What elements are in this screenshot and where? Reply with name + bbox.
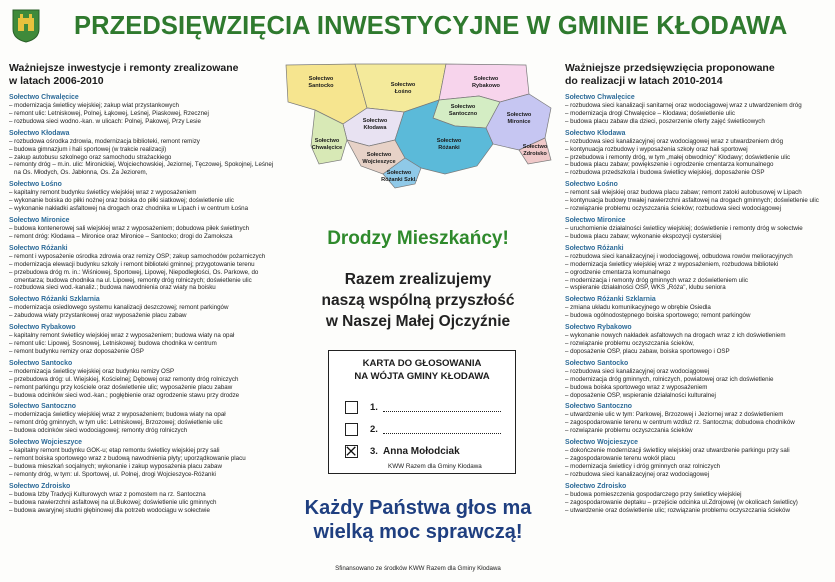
map-label-line: Sołectwo [473, 76, 499, 82]
left-heading [9, 62, 277, 88]
list-item: – przebudowa i remonty dróg, w tym „małej obwodnicy" Kłodawy; doświetlenie ulic [565, 154, 827, 162]
map-label-line: Sołectwo [390, 82, 416, 88]
list-item: – budowa odcinków sieci wodociągowej; remonty dróg rolniczych [9, 427, 277, 435]
list-item: – modernizacja elewacji budynku szkoły i remont biblioteki gminnej; przygotowanie terenu [9, 261, 277, 269]
village-section [565, 359, 827, 400]
village-name: Sołectwo Santocko [9, 359, 73, 367]
map-label-line: Różanki [438, 144, 460, 151]
list-item: – remont dróg gminnych, w tym ulic: Letniskowej, Brzozowej; doświetlenie ulic [9, 419, 277, 427]
village-section [9, 323, 277, 356]
option-number: 2. [370, 424, 378, 435]
center-column [283, 62, 561, 582]
financing-note: Sfinansowano ze środków KWW Razem dla Gminy Kłodawa [335, 565, 501, 572]
right-sections [565, 93, 827, 515]
list-item: – budowa gimnazjum i hali sportowej (w trakcie realizacji) [9, 146, 277, 154]
map-label-line: Sołectwo [506, 112, 532, 118]
list-item: – budowa kontenerowej sali wiejskiej wraz z wyposażeniem; dobudowa piłek świetlnych [9, 225, 277, 233]
list-item: – modernizacja świetlicy wiejskiej wraz z wyposażeniem, rozbudowa biblioteki [565, 261, 827, 269]
list-item: – remont ulic: Letniskowej, Polnej, Łąkowej, Leśnej, Piaskowej, Rzecznej [9, 110, 277, 118]
list-item: – ogrodzenie cmentarza komunalnego [565, 269, 827, 277]
map-label-line: Różanki Szkl. [381, 176, 417, 183]
list-item: – budowa pomieszczenia gospodarczego przy świetlicy wiejskiej [565, 491, 827, 499]
header [0, 4, 835, 48]
map-label [359, 152, 399, 165]
left-heading-line1: Ważniejsze inwestycje i remonty zrealizowane [9, 62, 239, 74]
list-item: – zmiana układu komunikacyjnego w obrębie Osiedla [565, 304, 827, 312]
ballot-title-line2: NA WÓJTA GMINY KŁODAWA [354, 371, 490, 382]
checkbox-checked[interactable] [345, 445, 358, 458]
village-name: Sołectwo Łośno [565, 181, 618, 189]
list-item: – kontynuacja rozbudowy i wyposażenia szkoły oraz hali sportowej [565, 146, 827, 154]
village-section [9, 482, 277, 515]
list-item: – zagospodarowanie terenu wokół placu [565, 455, 827, 463]
village-name: Sołectwo Chwalęcice [9, 94, 79, 101]
list-item: – rozbudowa sieci kanalizacji sanitarnej oraz wodociągowej wraz z utwardzeniem dróg [565, 102, 827, 110]
right-heading-line1: Ważniejsze przedsięwzięcia proponowane [565, 62, 775, 74]
map-label-line: Łośno [394, 88, 412, 95]
village-section [565, 438, 827, 479]
village-section [565, 323, 827, 356]
closing-line1: Każdy Państwa głos ma [304, 497, 532, 519]
village-section [565, 129, 827, 178]
map-label [355, 118, 395, 131]
list-item: – budowa nawierzchni asfaltowej na ul.Bukowej; doświetlenie ulic gminnych [9, 499, 277, 507]
right-heading [565, 62, 827, 88]
left-heading-line2: w latach 2006-2010 [9, 75, 104, 87]
list-item: – kapitalny remont świetlicy wiejskiej wraz z wyposażeniem; budowa wiaty na opał [9, 332, 277, 340]
slogan-line3: w Naszej Małej Ojczyźnie [325, 313, 511, 330]
list-item: – budowa placu zabaw; powiększenie i ogrodzenie cmentarza komunalnego [565, 161, 827, 169]
x-mark-icon [346, 446, 357, 457]
list-item: – zabudowa wiaty przystankowej oraz wyposażenie placu zabaw [9, 312, 277, 320]
village-section [9, 180, 277, 213]
map-label-line: Sołectwo [450, 104, 476, 110]
list-item: – modernizacja świetlicy i dróg gminnych oraz rolniczych [565, 463, 827, 471]
coat-of-arms-icon [12, 9, 40, 43]
map-label-line: Sołectwo [366, 152, 392, 158]
list-item: – budowa ogólnodostępnego boiska sportowego; remont parkingów [565, 312, 827, 320]
list-item: – utwardzenie oraz doświetlenie ulic; rozwiązanie problemu oczyszczania ścieków [565, 507, 827, 515]
list-item: – zagospodarowanie deptaku – przejście odcinka ul.Zdrojowej (w okolicach świetlicy) [565, 499, 827, 507]
list-item: – modernizacja świetlicy wiejskiej; zakup wiat przystankowych [9, 102, 277, 110]
option-number: 1. [370, 402, 378, 413]
list-item: – remont boiska sportowego wraz z budową nawodnienia płyty; uporządkowanie placu [9, 455, 277, 463]
map-label-line: Sołectwo [386, 170, 412, 176]
right-heading-line2: do realizacji w latach 2010-2014 [565, 75, 723, 87]
list-item: – kapitalny remont budynku świetlicy wiejskiej wraz z wyposażeniem [9, 189, 277, 197]
village-section [565, 93, 827, 126]
ballot-card [328, 350, 516, 474]
slogan-line1: Razem zrealizujemy [344, 271, 492, 288]
list-item: – rozbudowa sieci kanalizacyjnej oraz wodociągowej [565, 471, 827, 479]
map-label-line: Sołectwo [436, 138, 462, 144]
list-item: – modernizacja dróg gminnych, rolniczych, powiatowej oraz ich doświetlenie [565, 376, 827, 384]
ballot-title-line1: KARTA DO GŁOSOWANIA [362, 358, 482, 369]
list-item: – rozwiązanie problemu oczyszczania ścieków, [565, 340, 827, 348]
map-label [379, 170, 419, 183]
list-item: – remont parkingu przy kościele oraz doświetlenie ulic; wyposażenie placu zabaw [9, 384, 277, 392]
closing-line2: wielką moc sprawczą! [313, 521, 523, 543]
map-label-line: Sołectwo [308, 76, 334, 82]
list-item: – remonty dróg, w tym: ul. Sportowej, ul. Polnej, drogi Wojcieszyce-Różanki [9, 471, 277, 479]
list-item: – zakup autobusu szkolnego oraz samochodu strażackiego [9, 154, 277, 162]
village-name: Sołectwo Mironice [565, 216, 626, 224]
list-item: – przebudowa dróg m. in.: Wiśniowej, Sportowej, Lipowej, Niepodległości, Os. Parkowe, do cmentarza; budowa chodnika na ul. Lipowej, remonty dróg rolniczych; doświetlenie ulic [9, 269, 277, 285]
village-section [565, 244, 827, 293]
list-item: – budowa Izby Tradycji Kulturowych wraz z pomostem na rz. Santoczna [9, 491, 277, 499]
village-section [565, 216, 827, 241]
list-item: – budowa odcinków sieci wod.-kan.; pogłębienie oraz ogrodzenie stawu przy drodze [9, 392, 277, 400]
map-label [443, 104, 483, 117]
map-label-line: Wojcieszyce [362, 158, 396, 165]
village-section [9, 438, 277, 479]
greeting: Drodzy Mieszkańcy! [327, 228, 509, 249]
list-item: – doposażenie OSP, wspieranie działalności kulturalnej [565, 392, 827, 400]
list-item: – budowa awaryjnej studni głębinowej dla potrzeb wodociągu w sołectwie [9, 507, 277, 515]
option-number: 3. [370, 446, 378, 457]
list-item: – remont sali wiejskiej oraz budowa placu zabaw; remont zatoki autobusowej w Lipach [565, 189, 827, 197]
list-item: – modernizacja świetlicy wiejskiej oraz budynku remizy OSP [9, 368, 277, 376]
list-item: – kontynuacja budowy trwałej nawierzchni asfaltowej na drogach gminnych; doświetlenie ulic [565, 197, 827, 205]
list-item: – budowa placu zabaw dla dzieci, poszerzenie oferty zajęć świetlicowych [565, 118, 827, 126]
map-label-line: Sołectwo [314, 138, 340, 144]
village-name: Sołectwo Wojcieszyce [9, 439, 83, 447]
village-section [565, 402, 827, 435]
list-item: – rozbudowa sieci kanalizacyjnej i wodociągowej, odbudowa rowów melioracyjnych [565, 253, 827, 261]
list-item: – remont ulic: Lipowej, Sosnowej, Letniskowej; budowa chodnika w centrum [9, 340, 277, 348]
village-name: Sołectwo Kłodawa [9, 129, 70, 137]
list-item: – modernizacja świetlicy wiejskiej wraz z wyposażeniem; budowa wiaty na opał [9, 411, 277, 419]
ballot-option-2[interactable] [345, 423, 515, 437]
village-name: Sołectwo Chwalęcice [565, 94, 635, 101]
village-name: Sołectwo Wojcieszyce [565, 439, 639, 447]
map-label-line: Chwalęcice [311, 144, 343, 151]
village-name: Sołectwo Kłodawa [565, 129, 626, 137]
list-item: – modernizacja osiedlowego systemu kanalizacji deszczowej; remont parkingów [9, 304, 277, 312]
village-name: Sołectwo Rybakowo [565, 324, 632, 332]
village-name: Sołectwo Santocko [565, 359, 629, 367]
village-section [9, 244, 277, 293]
map-label [466, 76, 506, 89]
list-item: – rozbudowa sieci kanalizacyjnej oraz wodociągowej [565, 368, 827, 376]
list-item: – rozbudowa sieci wod.-kanaliz.; budowa nawodnienia oraz wiaty na boisku [9, 284, 277, 292]
map-label [515, 144, 555, 157]
village-name: Sołectwo Santoczno [565, 403, 632, 411]
list-item: – doposażenie OSP, placu zabaw, boiska sportowego i OSP [565, 348, 827, 356]
village-name: Sołectwo Rybakowo [9, 324, 76, 332]
village-section [565, 295, 827, 320]
map-label-line: Mironice [507, 118, 531, 125]
ballot-title [329, 357, 515, 383]
ballot-option-3[interactable] [345, 445, 515, 459]
right-column [565, 62, 827, 580]
list-item: – remont budynku remizy oraz doposażenie OSP [9, 348, 277, 356]
committee-name: KWW Razem dla Gminy Kłodawa [388, 463, 482, 470]
village-name: Sołectwo Różanki Szklarnia [9, 296, 100, 304]
village-name: Sołectwo Mironice [9, 216, 70, 224]
village-section [9, 295, 277, 320]
list-item: – rozwiązanie problemu oczyszczania ścieków; rozbudowa sieci wodociągowej [565, 205, 827, 213]
list-item: – wspieranie działalności OSP, WKS „Róża", klubu seniora [565, 284, 827, 292]
checkbox[interactable] [345, 423, 358, 436]
village-section [9, 359, 277, 400]
list-item: – przebudowa dróg: ul. Wiejskiej, Kościelnej; Dębowej oraz remonty dróg rolniczych [9, 376, 277, 384]
village-section [9, 216, 277, 241]
map-label [383, 82, 423, 95]
village-section [9, 129, 277, 178]
page-title: PRZEDSIĘWZIĘCIA INWESTYCYJNE W GMINIE KŁODAWA [74, 12, 788, 40]
left-sections [9, 93, 277, 515]
candidate-name: Anna Mołodciak [383, 446, 460, 457]
list-item: – rozbudowa ośrodka zdrowia, modernizacja biblioteki, remont remizy [9, 138, 277, 146]
map-label-line: Rybakowo [472, 82, 500, 89]
list-item: – modernizacja i remonty dróg gminnych wraz z doświetleniem ulic [565, 277, 827, 285]
list-item: – modernizacja drogi Chwalęcice – Kłodawa; doświetlenie ulic [565, 110, 827, 118]
left-column [9, 62, 277, 580]
list-item: – wykonanie nowych nakładek asfaltowych na drogach wraz z ich doświetleniem [565, 332, 827, 340]
list-item: – utwardzenie ulic w tym: Parkowej, Brzozowej i Jeziornej wraz z doświetleniem [565, 411, 827, 419]
map-label-line: Santoczno [448, 110, 478, 117]
list-item: – uruchomienie działalności świetlicy wiejskiej; doświetlenie i remonty dróg w sołectwie [565, 225, 827, 233]
map-label-line: Zdroisko [523, 150, 547, 157]
village-section [9, 402, 277, 435]
village-name: Sołectwo Łośno [9, 181, 62, 189]
village-name: Sołectwo Różanki [9, 244, 68, 252]
village-name: Sołectwo Różanki [565, 244, 624, 252]
map-label [307, 138, 347, 151]
list-item: – wykonanie boiska do piłki nożnej oraz boiska do piłki siatkowej; doświetlenie ulic [9, 197, 277, 205]
village-section [565, 482, 827, 515]
checkbox[interactable] [345, 401, 358, 414]
list-item: – rozwiązanie problemu oczyszczania ścieków [565, 427, 827, 435]
list-item: – budowa mieszkań socjalnych; wykonanie i zakup wyposażenia placu zabaw [9, 463, 277, 471]
list-item: – remont dróg: Kłodawa – Mironice oraz Mironice – Santocko; drogi do Zamoksza [9, 233, 277, 241]
list-item: – rozbudowa sieci kanalizacyjnej oraz wodociągowej wraz z utwardzeniem dróg [565, 138, 827, 146]
map-label-line: Santocko [308, 82, 334, 89]
village-name: Sołectwo Różanki Szklarnia [565, 296, 656, 304]
map-label [429, 138, 469, 151]
village-section [565, 180, 827, 213]
list-item: – remonty dróg – m.in. ulic: Mironickiej, Wojciechowskiej, Jeziornej, Tęczowej, Spokojnej, Leśnej na Os. Młodych, Os. Jabłonna, Os. Za Jeziorem, [9, 161, 277, 177]
village-section [9, 93, 277, 126]
list-item: – wykonanie nakładki asfaltowej na drogach oraz chodnika w Lipach i w centrum Łośna [9, 205, 277, 213]
slogan-line2: naszą wspólną przyszłość [321, 292, 515, 309]
list-item: – budowa placu zabaw; wykonanie ekspozycji cysterskiej [565, 233, 827, 241]
map-region-santocko [286, 64, 367, 124]
closing-slogan [283, 496, 553, 544]
list-item: – zagospodarowanie terenu w centrum wzdłuż rz. Santoczna; dobudowa chodników [565, 419, 827, 427]
village-name: Sołectwo Zdroisko [565, 482, 627, 490]
village-name: Sołectwo Santoczno [9, 403, 76, 411]
ballot-option-1[interactable] [345, 401, 515, 415]
map-label [301, 76, 341, 89]
map-label-line: Sołectwo [522, 144, 548, 150]
list-item: – remont i wyposażenie ośrodka zdrowia oraz remizy OSP; zakup samochodów pożarniczych [9, 253, 277, 261]
list-item: – dokończenie modernizacji świetlicy wiejskiej oraz utwardzenie parkingu przy sali [565, 447, 827, 455]
village-name: Sołectwo Zdroisko [9, 482, 71, 490]
list-item: – budowa boiska sportowego wraz z wyposażeniem [565, 384, 827, 392]
list-item: – rozbudowa przedszkola i budowa świetlicy wiejskiej, doposażenie OSP [565, 169, 827, 177]
list-item: – kapitalny remont budynku GOK-u; etap remontu świetlicy wiejskiej przy sali [9, 447, 277, 455]
map-label [499, 112, 539, 125]
list-item: – rozbudowa sieci wodno.-kan. w ulicach: Polnej, Pakowej, Przy Lesie [9, 118, 277, 126]
slogan [283, 269, 553, 332]
map-label-line: Sołectwo [362, 118, 388, 124]
blank-line [383, 423, 501, 434]
blank-line [383, 401, 501, 412]
map-label-line: Kłodawa [363, 124, 387, 131]
